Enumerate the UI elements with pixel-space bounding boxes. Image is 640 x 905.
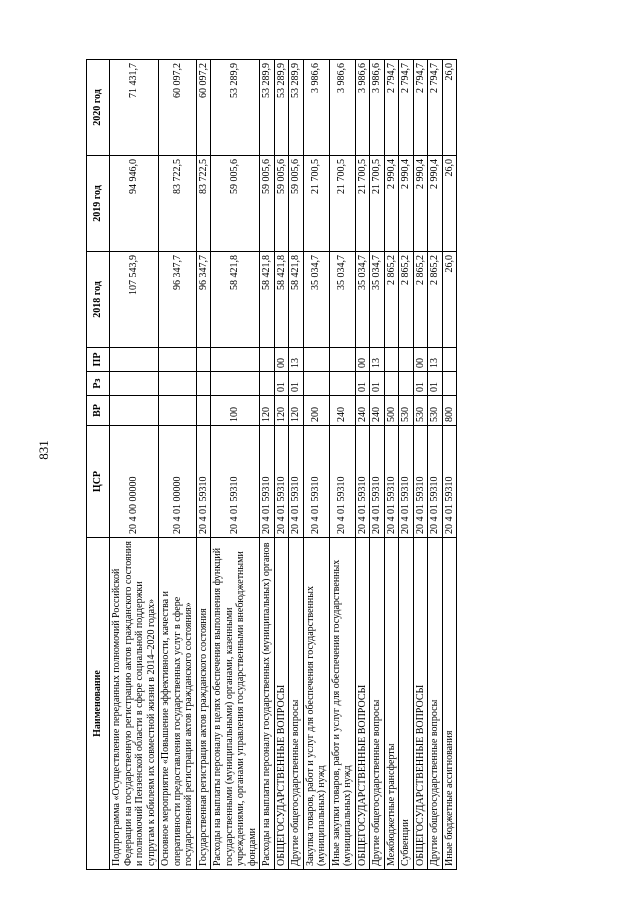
header-2018: 2018 год	[87, 252, 110, 348]
row-csr-cell: 20 4 01 59310	[442, 426, 457, 538]
row-2018-cell: 35 034,7	[303, 252, 329, 348]
row-2019-cell: 21 700,5	[370, 156, 385, 252]
row-2020-cell: 2 794,7	[428, 60, 443, 156]
row-2020-cell: 2 794,7	[399, 60, 414, 156]
row-2020-cell: 3 986,6	[303, 60, 329, 156]
row-pr-cell	[260, 348, 275, 372]
row-rz-cell	[159, 372, 197, 396]
row-2018-cell: 2 865,2	[384, 252, 399, 348]
row-vr-cell: 200	[303, 396, 329, 426]
table-row	[329, 60, 355, 870]
table-row	[428, 60, 443, 870]
row-pr-cell	[211, 348, 260, 372]
row-2018-cell: 35 034,7	[370, 252, 385, 348]
row-rz-cell: 01	[274, 372, 289, 396]
header-2020: 2020 год	[87, 60, 110, 156]
row-pr-cell: 00	[413, 348, 428, 372]
row-name-cell: Иные закупки товаров, работ и услуг для обеспечения государственных (муниципальных) нужд	[329, 538, 355, 870]
table-row	[442, 60, 457, 870]
row-2020-cell: 53 289,9	[289, 60, 304, 156]
table-row	[211, 60, 260, 870]
row-csr-cell: 20 4 01 59310	[274, 426, 289, 538]
table-header-row	[87, 60, 110, 870]
row-vr-cell: 240	[370, 396, 385, 426]
row-2020-cell: 26,0	[442, 60, 457, 156]
row-2019-cell: 94 946,0	[110, 156, 159, 252]
row-csr-cell: 20 4 01 59310	[196, 426, 211, 538]
row-name-cell: Субвенции	[399, 538, 414, 870]
header-csr: ЦСР	[87, 426, 110, 538]
budget-table	[86, 59, 457, 870]
row-2020-cell: 3 986,6	[329, 60, 355, 156]
row-pr-cell	[399, 348, 414, 372]
row-2020-cell: 3 986,6	[370, 60, 385, 156]
row-name-cell: Расходы на выплаты персоналу в целях обеспечения выполнения функций государственными (муниципальными) органами, казенными учреждениями, органами управления государственными внебюджетными фондами	[211, 538, 260, 870]
row-csr-cell: 20 4 01 59310	[211, 426, 260, 538]
row-2020-cell: 3 986,6	[355, 60, 370, 156]
row-2019-cell: 59 005,6	[211, 156, 260, 252]
table-body	[110, 60, 457, 870]
row-2020-cell: 71 431,7	[110, 60, 159, 156]
row-csr-cell: 20 4 01 59310	[329, 426, 355, 538]
row-name-cell: Подпрограмма «Осуществление переданных полномочий Российской Федерации на государственную регистрацию актов гражданского состояния и полномочий Пензенской области в сфере социальной поддержки супругам к юбилеям их совместной жизни в 2014–2020 годах»	[110, 538, 159, 870]
row-name-cell: ОБЩЕГОСУДАРСТВЕННЫЕ ВОПРОСЫ	[413, 538, 428, 870]
row-csr-cell: 20 4 01 59310	[413, 426, 428, 538]
row-name-cell: Расходы на выплаты персоналу государственных (муниципальных) органов	[260, 538, 275, 870]
row-csr-cell: 20 4 01 59310	[428, 426, 443, 538]
row-2019-cell: 2 990,4	[384, 156, 399, 252]
row-pr-cell: 13	[289, 348, 304, 372]
row-name-cell: Межбюджетные трансферты	[384, 538, 399, 870]
row-2019-cell: 21 700,5	[355, 156, 370, 252]
row-rz-cell	[384, 372, 399, 396]
row-2018-cell: 35 034,7	[355, 252, 370, 348]
table-row	[355, 60, 370, 870]
row-2020-cell: 2 794,7	[384, 60, 399, 156]
row-name-cell: Государственная регистрация актов гражданского состояния	[196, 538, 211, 870]
row-rz-cell: 01	[355, 372, 370, 396]
row-pr-cell: 00	[355, 348, 370, 372]
row-2018-cell: 107 543,9	[110, 252, 159, 348]
row-rz-cell	[196, 372, 211, 396]
row-rz-cell	[110, 372, 159, 396]
header-rz: Рз	[87, 372, 110, 396]
row-pr-cell	[384, 348, 399, 372]
row-2018-cell: 58 421,8	[274, 252, 289, 348]
row-2019-cell: 21 700,5	[303, 156, 329, 252]
table-row	[110, 60, 159, 870]
row-vr-cell: 240	[355, 396, 370, 426]
row-2019-cell: 59 005,6	[289, 156, 304, 252]
rotated-table-wrapper	[86, 59, 457, 870]
row-2018-cell: 96 347,7	[196, 252, 211, 348]
row-rz-cell: 01	[428, 372, 443, 396]
table-row	[413, 60, 428, 870]
row-2019-cell: 26,0	[442, 156, 457, 252]
page-number: 831	[36, 440, 51, 460]
row-vr-cell: 120	[260, 396, 275, 426]
row-vr-cell: 800	[442, 396, 457, 426]
row-vr-cell	[159, 396, 197, 426]
row-name-cell: Основное мероприятие «Повышение эффективности, качества и оперативности предоставления государственных услуг в сфере государственной регистрации актов гражданского состояния»	[159, 538, 197, 870]
row-2020-cell: 60 097,2	[159, 60, 197, 156]
row-pr-cell	[159, 348, 197, 372]
row-2018-cell: 35 034,7	[329, 252, 355, 348]
row-2020-cell: 53 289,9	[274, 60, 289, 156]
header-2019: 2019 год	[87, 156, 110, 252]
row-pr-cell	[303, 348, 329, 372]
row-csr-cell: 20 4 01 59310	[384, 426, 399, 538]
row-pr-cell	[329, 348, 355, 372]
table-row	[196, 60, 211, 870]
row-2020-cell: 60 097,2	[196, 60, 211, 156]
row-name-cell: Другие общегосударственные вопросы	[289, 538, 304, 870]
row-rz-cell: 01	[289, 372, 304, 396]
row-name-cell: ОБЩЕГОСУДАРСТВЕННЫЕ ВОПРОСЫ	[274, 538, 289, 870]
row-2019-cell: 83 722,5	[196, 156, 211, 252]
row-vr-cell: 530	[399, 396, 414, 426]
row-name-cell: ОБЩЕГОСУДАРСТВЕННЫЕ ВОПРОСЫ	[355, 538, 370, 870]
row-vr-cell: 100	[211, 396, 260, 426]
row-name-cell: Другие общегосударственные вопросы	[370, 538, 385, 870]
row-rz-cell	[303, 372, 329, 396]
row-2020-cell: 53 289,9	[211, 60, 260, 156]
row-vr-cell: 240	[329, 396, 355, 426]
row-csr-cell: 20 4 01 59310	[370, 426, 385, 538]
row-name-cell: Иные бюджетные ассигнования	[442, 538, 457, 870]
table-row	[289, 60, 304, 870]
row-pr-cell: 00	[274, 348, 289, 372]
row-rz-cell: 01	[413, 372, 428, 396]
table-row	[384, 60, 399, 870]
row-csr-cell: 20 4 01 59310	[399, 426, 414, 538]
row-csr-cell: 20 4 01 59310	[289, 426, 304, 538]
row-rz-cell	[260, 372, 275, 396]
row-pr-cell	[442, 348, 457, 372]
header-name: Наименование	[87, 538, 110, 870]
row-2018-cell: 26,0	[442, 252, 457, 348]
row-pr-cell	[196, 348, 211, 372]
row-2019-cell: 2 990,4	[428, 156, 443, 252]
row-2019-cell: 21 700,5	[329, 156, 355, 252]
table-row	[159, 60, 197, 870]
row-rz-cell	[442, 372, 457, 396]
row-rz-cell	[329, 372, 355, 396]
row-name-cell: Другие общегосударственные вопросы	[428, 538, 443, 870]
row-name-cell: Закупка товаров, работ и услуг для обеспечения государственных (муниципальных) нужд	[303, 538, 329, 870]
row-2018-cell: 58 421,8	[260, 252, 275, 348]
row-vr-cell: 530	[413, 396, 428, 426]
row-2018-cell: 96 347,7	[159, 252, 197, 348]
row-2019-cell: 2 990,4	[399, 156, 414, 252]
row-pr-cell: 13	[428, 348, 443, 372]
header-pr: ПР	[87, 348, 110, 372]
row-vr-cell: 120	[289, 396, 304, 426]
row-pr-cell	[110, 348, 159, 372]
row-rz-cell	[399, 372, 414, 396]
row-rz-cell: 01	[370, 372, 385, 396]
row-csr-cell: 20 4 01 59310	[355, 426, 370, 538]
table-row	[274, 60, 289, 870]
row-2020-cell: 2 794,7	[413, 60, 428, 156]
header-vr: ВР	[87, 396, 110, 426]
row-2018-cell: 2 865,2	[399, 252, 414, 348]
row-pr-cell: 13	[370, 348, 385, 372]
row-vr-cell: 500	[384, 396, 399, 426]
table-row	[370, 60, 385, 870]
row-rz-cell	[211, 372, 260, 396]
row-vr-cell	[110, 396, 159, 426]
row-2019-cell: 59 005,6	[260, 156, 275, 252]
row-2019-cell: 59 005,6	[274, 156, 289, 252]
row-2019-cell: 83 722,5	[159, 156, 197, 252]
row-csr-cell: 20 4 00 00000	[110, 426, 159, 538]
row-vr-cell	[196, 396, 211, 426]
table-row	[399, 60, 414, 870]
table-row	[303, 60, 329, 870]
row-csr-cell: 20 4 01 59310	[303, 426, 329, 538]
row-2018-cell: 58 421,8	[211, 252, 260, 348]
row-2019-cell: 2 990,4	[413, 156, 428, 252]
row-2018-cell: 2 865,2	[428, 252, 443, 348]
row-csr-cell: 20 4 01 00000	[159, 426, 197, 538]
table-row	[260, 60, 275, 870]
row-vr-cell: 120	[274, 396, 289, 426]
row-2018-cell: 2 865,2	[413, 252, 428, 348]
row-csr-cell: 20 4 01 59310	[260, 426, 275, 538]
row-2018-cell: 58 421,8	[289, 252, 304, 348]
row-2020-cell: 53 289,9	[260, 60, 275, 156]
row-vr-cell: 530	[428, 396, 443, 426]
